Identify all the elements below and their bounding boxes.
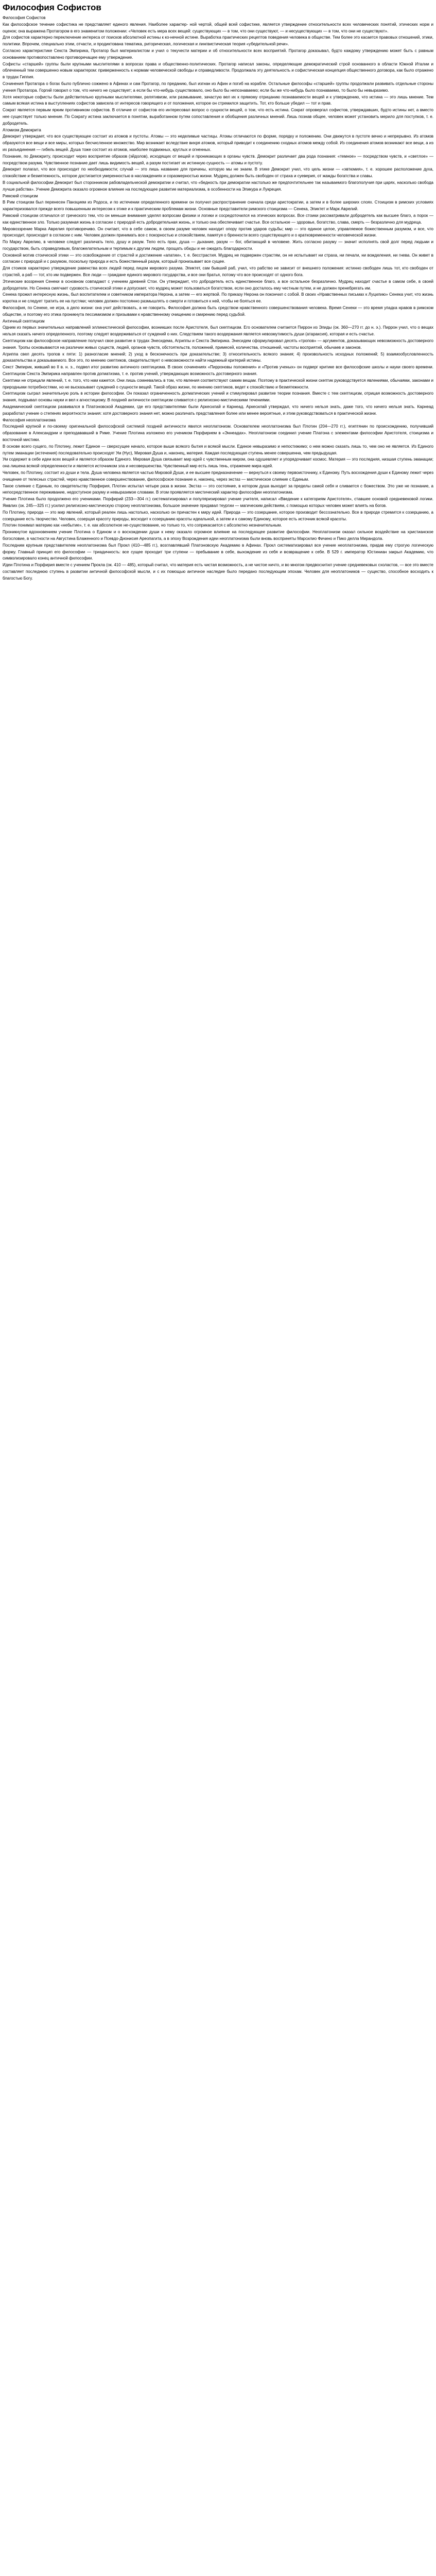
section-heading: Античный скептицизм [3, 318, 45, 324]
paragraph: Проникнутое вдохновением учение Плотина о Едином и о восхождении души к нему оказало огромное влияние на последующее развитие философии. Неоплатонизм оказал сильное воздействие на христианское богословие, в частности на Августина Блаженного и Псевдо-Дионисия Ареопагита, а в эпоху Возрождения идеи неоплатонизма были вновь восприняты Марсилио Фичино и Пико делла Мирандола. [3, 530, 433, 541]
paragraph: Ум содержит в себе идеи всех вещей и является образом Единого. Мировая Душа связывает мир идей с чувственным миром, она одушевляет и упорядочивает космос. Материя — это последняя, низшая ступень эманации; она лишена всякой определенности и является источником зла и несовершенства. Чувственный мир есть лишь тень, отражение мира идей. [3, 457, 433, 469]
paragraph: Скептицизм как философское направление получил свое развитие в трудах Энесидема, Агриппы и Секста Эмпирика. Энесидем сформулировал десять «тропов» — аргументов, доказывающих невозможность достоверного знания. Тропы основываются на различии живых существ, людей, органов чувств, обстоятельств, положений, примесей, количества, отношений, частоты восприятий, обычаев и законов. [3, 338, 433, 350]
paragraph: Согласно характеристике Секста Эмпирика, Протагор был материалистом и учил о текучести материи и об относительности всех восприятий. Протагор доказывал, будто каждому утверждению может быть с равным основанием противопоставлено противоречащее ему утверждение. [3, 48, 433, 60]
paragraph: Римский стоицизм отличался от греческого тем, что он меньше внимания уделял вопросам физики и логики и сосредоточился на этических вопросах. Все стоики рассматривали добродетель как высшее благо, а порок — как единственное зло. Только разумная жизнь в согласии с природой есть добродетельная жизнь, и только она обеспечивает счастье. Все остальное — здоровье, богатство, слава, смерть — безразлично для мудреца. [3, 213, 433, 225]
paragraph: По Плотину, природа — это мир явлений, который реален лишь настолько, насколько он причастен к миру идей. Природа — это созерцание, которое производит бессознательно. Все в природе стремится к созерцанию, а созерцание есть творчество. Человек, созерцая красоту природы, восходит к созерцанию красоты идеальной, а затем и к самому Единому, которое есть источник всякой красоты. [3, 510, 433, 521]
paragraph: Мировоззрение Марка Аврелия противоречиво. Он считает, что в себе самом, в своем разуме человек находит опору против ударов судьбы; мир — это единое целое, управляемое божественным разумом, и все, что происходит, происходит в согласии с ним. Человек должен принимать все с покорностью и спокойствием, памятуя о бренности всего существующего и о кратковременности человеческой жизни. [3, 226, 433, 238]
paragraph: Агриппа свел десять тропов к пяти: 1) разногласие мнений; 2) уход в бесконечность при доказательстве; 3) относительность всякого знания; 4) произвольность исходных положений; 5) взаимообусловленность доказательства и доказываемого. Все это, по мнению скептиков, свидетельствует о невозможности найти надежный критерий истины. [3, 351, 433, 363]
paragraph: Для стоиков характерно утверждение равенства всех людей перед лицом мирового разума. Эпиктет, сам бывший раб, учил, что рабство не зависит от внешнего положения: истинно свободен лишь тот, кто свободен от страстей, а раб — тот, кто им подвержен. Все люди — граждане единого мирового государства, и все они братья, потому что все происходят от одного бога. [3, 266, 433, 278]
paragraph: Основной мотив стоической этики — это освобождение от страстей и достижение «апатии», т. е. бесстрастия. Мудрец не подвержен страстям, он не испытывает ни страха, ни печали, ни вожделения, ни гнева. Он живет в согласии с природой и с разумом, поскольку природа и есть божественный разум, который пронизывает все сущее. [3, 252, 433, 264]
paragraph: Для софистов характерно переключение интереса от поисков абсолютной истины к ко-нечной истине. Выработка практических рецептов поведения человека в обществе. Тем более это касается правовых отношений, этики, политики. Впрочем, специально этим, отчасти, и продиктована тематика, риторическая, логическая и лингвистическая теория «убедительной речи». [3, 35, 433, 47]
paragraph: Такое слияние с Единым, по свидетельству Порфирия, Плотин испытал четыре раза в жизни. Экстаз — это состояние, в котором душа выходит за пределы самой себя и сливается с божеством. Это уже не познание, а непосредственное переживание, недоступное разуму и невыразимое словами. В этом проявляется мистический характер философии неоплатонизма. [3, 483, 433, 495]
paragraph: Скептицизм сыграл значительную роль в истории философии. Он показал ограниченность догматических учений и стимулировал развитие теории познания. Вместе с тем скептицизм, отрицая возможность достоверного знания, подрывал основы науки и вел к агностицизму. В поздней античности скептицизм сливается с религиозно-мистическими течениями. [3, 391, 433, 403]
paragraph: По Марку Аврелию, в человеке следует различать тело, душу и разум. Тело есть прах, душа — дыхание, разум — бог, обитающий в человеке. Жить согласно разуму — значит исполнять свой долг перед людьми и государством, быть справедливым, благожелательным и терпимым к другим людям, прощать обиды и не ожидать благодарности. [3, 240, 433, 251]
document-body [3, 15, 433, 582]
paragraph: В Рим стоицизм был перенесен Панэцием из Родоса, и по истечении определенного времени он получил распространение сначала среди аристократии, а затем и в более широких слоях. Стоицизм в римских условиях характеризовался прежде всего повышенным интересом к этике и к практическим проблемам жизни. Основные представители римского стоицизма — Сенека, Эпиктет и Марк Аврелий. [3, 200, 433, 212]
paragraph: Академический скептицизм развивался в Платоновской Академии, где его представителями были Аркесилай и Карнеад. Аркесилай утверждал, что ничего нельзя знать, даже того, что ничего нельзя знать. Карнеад разработал учение о степенях вероятности знания: хотя достоверного знания нет, можно различать представления более или менее вероятные, и этим руководствоваться в практической жизни. [3, 404, 433, 416]
paragraph: Как философское течение софистика не представляет единого явления. Наиболее характер- ной чертой, общей всей софистике, является утверждение относительности всех человеческих понятий, этических норм и оценок; она выражена Протагором в его знаменитом положении: «Человек есть мера всех вещей: существующих — в том, что они существуют, — и несуществующих — в том, что они не существуют». [3, 22, 433, 33]
document-title: Философия Софистов [3, 3, 101, 12]
paragraph: Скептики не отрицали явлений, т. е. того, что нам кажется. Они лишь сомневались в том, что явления соответствуют самим вещам. Поэтому в практической жизни скептик руководствуется явлениями, обычаями, законами и природными потребностями, но не высказывает суждений о сущности вещей. Такой образ жизни, по мнению скептиков, ведет к спокойствию и безмятежности. [3, 378, 433, 389]
paragraph: Идеи Плотина и Порфирия вместе с учением Прокла (ок. 410 — 485), который считал, что материя есть чистая возможность, а не чистое ничто, и во многом предвосхитил учение средневековых схоластов, — все это вместе составляет последнюю ступень в развитии античной философской мысли, и с их помощью античное наследие было передано последующим эпохам. Человек для неоплатоников — существо, способное восходить к благостью Богу. [3, 563, 433, 581]
paragraph: Сократ является первым ярким противником софистов. В отличие от софистов его интересовал вопрос о сущности вещей, о том, что есть истина. Сократ опровергал софистов, утверждавших, будто истины нет, а вместо нее существует только мнение. По Сократу истина заключается в понятии, выработанном путем сопоставления и обобщения различных мнений. Лишь познав общее, человек может установить мерило для поступков, т. е. добродетель. [3, 108, 433, 126]
paragraph: Софисты «старшей» группы были крупными мыслителями в вопросах права и общественно-политических. Протагор написал законы, определяющие демократический строй основанного в области Южной Италии и облеченный тем совершенно новым характером: приверженность к нормам человеческой свободы и справедливости. Продолжала эту деятельность и софистическая концепция общественного договора, как было отражено в трудах Гиппия. [3, 61, 433, 80]
paragraph: Плотин понимал материю как «небытие», т. е. как абсолютное не-существование, но только то, что соприкасается с абсолютно незначительным. [3, 523, 282, 528]
paragraph: Последней крупной и по-своему оригинальной философской системой поздней античности явился неоплатонизм. Основателем неоплатонизма был Плотин (204—270 гг.), египтянин по происхождению, получивший образование в Александрии и преподававший в Риме. Учение Плотина изложено его учеником Порфирием в «Эннеадах». Неоплатонизм соединил учение Платона с элементами философии Аристотеля, стоицизма и восточной мистики. [3, 424, 433, 442]
paragraph: Сенека прожил интересную жизнь, был воспитателем и советником императора Нерона, а затем — его жертвой. По приказу Нерона он покончил с собой. В своих «Нравственных письмах к Луцилию» Сенека учит, что жизнь коротка и не следует тратить ее на пустяки; человек должен постоянно размышлять о смерти и готовиться к ней, чтобы не бояться ее. [3, 292, 433, 304]
document-page [0, 0, 436, 587]
paragraph: В социальной философии Демокрит был сторонником рабовладельческой демократии и считал, что «бедность при демократии настолько же предпочтительнее так называемого благополучия при царях, насколько свобода лучше рабства». Учение Демокрита оказало огромное влияние на последующее развитие материализма, в особенности на Эпикура и Лукреция. [3, 180, 433, 192]
section-heading: Атомизм Демокрита [3, 127, 41, 132]
paragraph: Сочинения Протагора о богах было публично сожжено в Афинах и сам Протагор, по преданию, был изгнан из Афин и погиб на корабле. Остальные философы «старшей» группы продолжали развивать отдельные стороны учения Протагора. Горгий говорил о том, что ничего не существует; а если бы что-нибудь существовало, оно было бы непознаваемо; если бы же что-нибудь было познаваемо, то было бы невыразимо. [3, 81, 433, 93]
paragraph: Философия, по Сенеке, не игра, а дело жизни: она учит действовать, а не говорить. Философия должна быть средством нравственного совершенствования человека. Время Сенеки — это время упадка нравов в римском обществе, и поэтому его этика проникнута пессимизмом и призывами к нравственному очищению и смирению перед судьбой. [3, 306, 433, 317]
paragraph: Одним из первых значительных направлений эллинистической философии, возникших после Аристотеля, был скептицизм. Его основателем считается Пиррон из Элиды (ок. 360—270 гг. до н. э.). Пиррон учил, что о вещах нельзя сказать ничего определенного, поэтому следует воздерживаться от суждений о них. Следствием такого воздержания является невозмутимость души (атараксия), которая и есть счастье. [3, 325, 433, 337]
paragraph: Секст Эмпирик, живший во II в. н. э., подвел итог развитию античного скептицизма. В своих сочинениях «Пирроновы положения» и «Против ученых» он подверг критике все философские школы и науки своего времени. Скептицизм Секста Эмпирика направлен против догматизма, т. е. против учений, утверждающих возможность достоверного знания. [3, 365, 433, 377]
section-heading: Философия Софистов [3, 15, 46, 20]
paragraph: Познание, по Демокриту, происходит через восприятие образов (эйдолов), исходящих от вещей и проникающих в органы чувств. Демокрит различает два рода познания: «темное» — посредством чувств, и «светлое» — посредством разума. Чувственное познание дает лишь видимость вещей, а разум постигает их истинную сущность — атомы и пустоту. [3, 154, 433, 165]
paragraph: Последним крупным представителем неоплатонизма был Прокл (410—485 гг.), возглавлявший Платоновскую Академию в Афинах. Прокл систематизировал все учение неоплатонизма, придав ему строгую логическую форму. Главный принцип его философии — триадичность: все сущее проходит три ступени — пребывание в себе, выхождение из себя и возвращение к себе. В 529 г. император Юстиниан закрыл Академию, что символизировало конец античной философии. [3, 543, 433, 561]
paragraph: Этические воззрения Сенеки в основном совпадают с учением древней Стои. Он утверждает, что добродетель есть единственное благо, а все остальное безразлично. Мудрец находит счастье в самом себе, в своей добродетели. Но Сенека смягчает суровость стоической этики и допускает, что мудрец может пользоваться богатством, если оно досталось ему честным путем, и не должен пренебрегать им. [3, 279, 433, 291]
paragraph: Демокрит утверждает, что все существующее состоит из атомов и пустоты. Атомы — это неделимые частицы. Атомы отличаются по форме, порядку и положению. Они движутся в пустоте вечно и непрерывно. Из атомов образуются все вещи и все миры, которых бесчисленное множество. Мир возникает вследствие вихря атомов, который приводит к соединению сходных атомов между собой. Из соединения атомов возникают все вещи, а из их разъединения — гибель вещей. Душа тоже состоит из атомов, наиболее подвижных, круглых и огненных. [3, 134, 433, 152]
paragraph: Учение Плотина было продолжено его учениками. Порфирий (233—304 гг.) систематизировал и популяризировал учение учителя, написал «Введение к категориям Аристотеля», ставшее основой средневековой логики. Ямвлих (ок. 245—325 гг.) усилил религиозно-мистическую сторону неоплатонизма, большое значение придавал теургии — магическим действиям, с помощью которых человек может влиять на богов. [3, 497, 433, 508]
paragraph: Хотя некоторые софисты были действительно крупными мыслителями, релятивизм, или размывание, зачастую вел их к прямому отрицанию познаваемости вещей и к утверждению, что истина — это лишь мнение. Тем самым всякая истина в выступлениях софистов зависела от интересов говорящего и от положения, которое он стремился защитить. Тот, кто больше убедил — тот и прав. [3, 94, 433, 106]
paragraph: Демокрит полагал, что все происходит по необходимости; случай — это лишь название для причины, которую мы не знаем. В этике Демокрит учил, что цель жизни — «эвтюмия», т. е. хорошее расположение духа, спокойствие и безмятежность, которое достигается умеренностью в наслаждениях и соразмерностью жизни. Мудрец должен быть свободен от страха и суеверия, от жажды богатства и славы. [3, 167, 433, 179]
paragraph: Человек, по Плотину, состоит из души и тела. Душа человека является частью Мировой Души, и ее высшее предназначение — вернуться к своему первоисточнику, к Единому. Путь восхождения души к Единому лежит через очищение от телесных страстей, через нравственное совершенствование, философское познание и, наконец, через экстаз — мистическое слияние с Единым. [3, 470, 433, 482]
section-heading: Римский стоицизм [3, 193, 38, 198]
section-heading: Философия неоплатонизма [3, 417, 56, 422]
paragraph: В основе всего сущего, по Плотину, лежит Единое — сверхсущее начало, которое выше всякого бытия и всякой мысли. Единое невыразимо и непостижимо; о нем можно сказать лишь то, чем оно не является. Из Единого путем эманации (истечения) последовательно происходят Ум (Нус), Мировая Душа и, наконец, материя. Каждая последующая ступень менее совершенна, чем предыдущая. [3, 444, 433, 455]
